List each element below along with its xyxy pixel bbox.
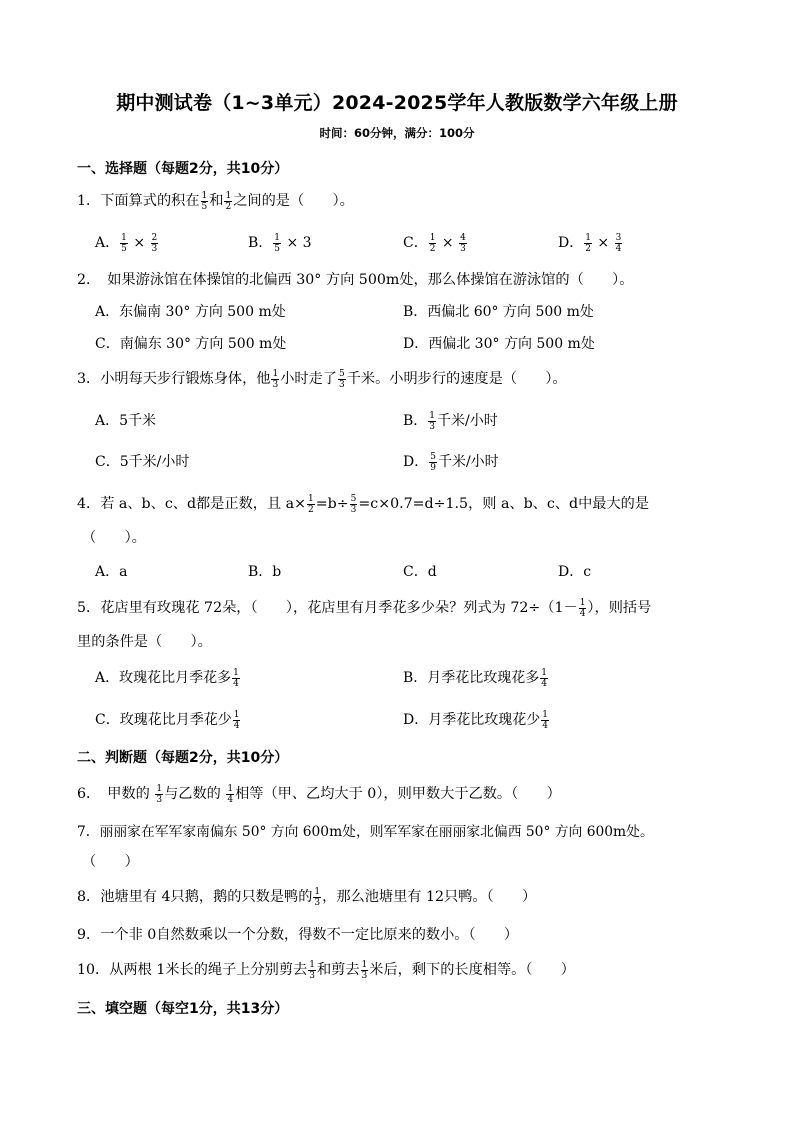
q1-option-b [248,232,312,254]
fraction [361,960,369,981]
fraction [155,784,163,805]
question-5-stem [77,597,651,619]
fraction [151,233,159,254]
fraction [338,369,346,390]
q5-option-c [95,709,241,731]
q2-option-d: D．西偏北 30° 方向 500 m处 [403,336,595,352]
fraction [584,233,592,254]
fraction [541,710,549,731]
option-label: A． [95,235,120,251]
q4-text-a: 4．若 a、b、c、d都是正数，且 a× [77,496,307,512]
numerator: 4 [460,232,466,243]
numerator: 5 [338,368,345,379]
denominator: 3 [350,504,357,515]
question-4-stem [77,493,649,515]
q1-option-a [95,232,159,254]
q5-continuation: 里的条件是（ ）。 [77,634,212,650]
question-7: 7．丽丽家在军军家南偏东 50° 方向 600m处，则军军家在丽丽家北偏西 50° 方向 600m处。 [77,824,654,840]
fraction [615,233,623,254]
fraction [429,452,437,473]
question-3-stem [77,368,567,390]
option-text: A．玫瑰花比月季花多 [95,670,232,686]
numerator: 1 [361,959,368,970]
fraction [232,668,240,689]
fraction [350,494,358,515]
fraction [579,598,587,619]
question-6 [77,783,561,805]
fraction [233,710,241,731]
denominator: 3 [338,379,345,390]
fraction [307,494,315,515]
q4-continuation: （ ）。 [82,530,146,546]
option-text: D．月季花比玫瑰花少 [403,712,541,728]
q7-continuation: （ ） [82,854,139,870]
q4-text-b: =b÷ [315,496,349,512]
denominator: 4 [227,794,234,805]
q4-text-c: =c×0.7=d÷1.5，则 a、b、c、d中最大的是 [358,496,650,512]
question-2-stem: 2． 如果游泳馆在体操馆的北偏西 30° 方向 500m处，那么体操馆在游泳馆的（ ）。 [77,272,634,288]
q1-text-a: 1．下面算式的积在 [77,193,200,209]
q1-text-c: 之间的是（ ）。 [233,193,354,209]
q6-text-b: 与乙数的 [164,786,226,802]
fraction [459,233,467,254]
q3-text-b: 小时走了 [280,371,337,387]
denominator: 3 [460,243,466,254]
page-subtitle: 时间：60分钟，满分：100分 [319,126,475,140]
q10-text-a: 10．从两根 1米长的绳子上分别剪去 [77,962,308,978]
fraction [226,784,234,805]
numerator: 1 [121,232,127,243]
fraction [201,191,209,212]
denominator: 4 [542,720,548,731]
q5-option-a [95,667,241,689]
denominator: 4 [615,243,622,254]
option-label: B． [403,413,428,429]
question-10 [77,959,575,981]
numerator: 1 [272,368,279,379]
numerator: 1 [579,597,586,608]
numerator: 1 [541,667,548,678]
denominator: 5 [274,243,281,254]
denominator: 3 [361,970,368,981]
option-text: B．月季花比玫瑰花多 [403,670,540,686]
denominator: 5 [121,243,127,254]
option-label: D． [403,454,429,470]
denominator: 3 [151,243,158,254]
q4-option-c: C．d [403,564,437,580]
fraction [540,668,548,689]
fraction [313,887,321,908]
option-text: 千米/小时 [437,413,498,429]
numerator: 3 [615,232,622,243]
q10-text-b: 和剪去 [316,962,360,978]
times-sign: × [441,235,454,251]
numerator: 5 [430,451,436,462]
denominator: 4 [579,608,586,619]
section-heading-judgement: 二、判断题（每题2分，共10分） [77,750,289,766]
q3-text-c: 千米。小明步行的速度是（ ）。 [346,371,567,387]
option-label: D． [558,235,584,251]
times-sign: × [597,235,610,251]
denominator: 2 [585,243,591,254]
denominator: 5 [201,201,208,212]
numerator: 1 [274,232,281,243]
fraction [224,191,232,212]
denominator: 2 [225,201,232,212]
q10-text-c: 米后，剩下的长度相等。（ ） [369,962,575,978]
numerator: 1 [201,190,208,201]
numerator: 5 [350,493,357,504]
denominator: 4 [233,720,240,731]
numerator: 1 [314,886,321,897]
q3-option-b [403,410,498,432]
q5-text-b: ），则括号 [587,600,652,616]
page-title: 期中测试卷（1~3单元）2024-2025学年人教版数学六年级上册 [116,92,678,114]
q6-text-a: 6． 甲数的 [77,786,155,802]
numerator: 1 [429,410,436,421]
fraction [120,233,128,254]
q2-option-b: B．西偏北 60° 方向 500 m处 [403,304,594,320]
denominator: 3 [309,970,315,981]
numerator: 1 [429,232,436,243]
numerator: 1 [309,959,315,970]
denominator: 4 [541,678,548,689]
question-9: 9．一个非 0自然数乘以一个分数，得数不一定比原来的数小。（ ） [77,927,519,943]
q8-text-a: 8．池塘里有 4只鹅，鹅的只数是鸭的 [77,889,313,905]
numerator: 1 [156,783,163,794]
option-text: C．玫瑰花比月季花少 [95,712,232,728]
q3-text-a: 3．小明每天步行锻炼身体，他 [77,371,271,387]
numerator: 2 [151,232,158,243]
times-sign: × [286,235,299,251]
section-heading-choice: 一、选择题（每题2分，共10分） [77,161,289,177]
denominator: 4 [233,678,239,689]
q2-option-a: A．东偏南 30° 方向 500 m处 [95,304,286,320]
q5-option-d [403,709,550,731]
numerator: 1 [585,232,591,243]
denominator: 3 [429,421,436,432]
denominator: 3 [314,897,321,908]
fraction [429,233,437,254]
fraction [308,960,316,981]
section-heading-fill-in: 三、填空题（每空1分，共13分） [77,1001,289,1017]
q4-option-b: B．b [248,564,282,580]
q6-text-c: 相等（甲、乙均大于 0），则甲数大于乙数。（ ） [235,786,561,802]
q1-text-b: 和 [209,193,224,209]
numerator: 1 [227,783,234,794]
numerator: 1 [542,709,548,720]
q4-option-a: A．a [95,564,128,580]
option-label: C． [403,235,428,251]
fraction [428,411,436,432]
q1-option-c [403,232,468,254]
q8-text-b: ，那么池塘里有 12只鸭。（ ） [322,889,537,905]
q4-option-d: D．c [558,564,592,580]
fraction [273,233,281,254]
times-sign: × [133,235,146,251]
q2-option-c: C．南偏东 30° 方向 500 m处 [95,336,287,352]
q5-text-a: 5．花店里有玫瑰花 72朵，（ ），花店里有月季花多少朵？列式为 72÷（1－ [77,600,578,616]
option-label: B． [248,235,273,251]
q3-option-d [403,451,499,473]
operand: 3 [302,235,312,251]
question-1-stem [77,190,354,212]
denominator: 3 [156,794,163,805]
question-8 [77,886,536,908]
q3-option-c: C．5千米/小时 [95,454,190,470]
q5-option-b [403,667,549,689]
option-text: 千米/小时 [437,454,499,470]
q1-option-d [558,232,623,254]
numerator: 1 [225,190,232,201]
fraction [271,369,279,390]
denominator: 3 [272,379,279,390]
numerator: 1 [233,709,240,720]
denominator: 2 [429,243,436,254]
numerator: 1 [308,493,314,504]
denominator: 9 [430,462,436,473]
q3-option-a: A．5千米 [95,413,157,429]
denominator: 2 [308,504,314,515]
numerator: 1 [233,667,239,678]
